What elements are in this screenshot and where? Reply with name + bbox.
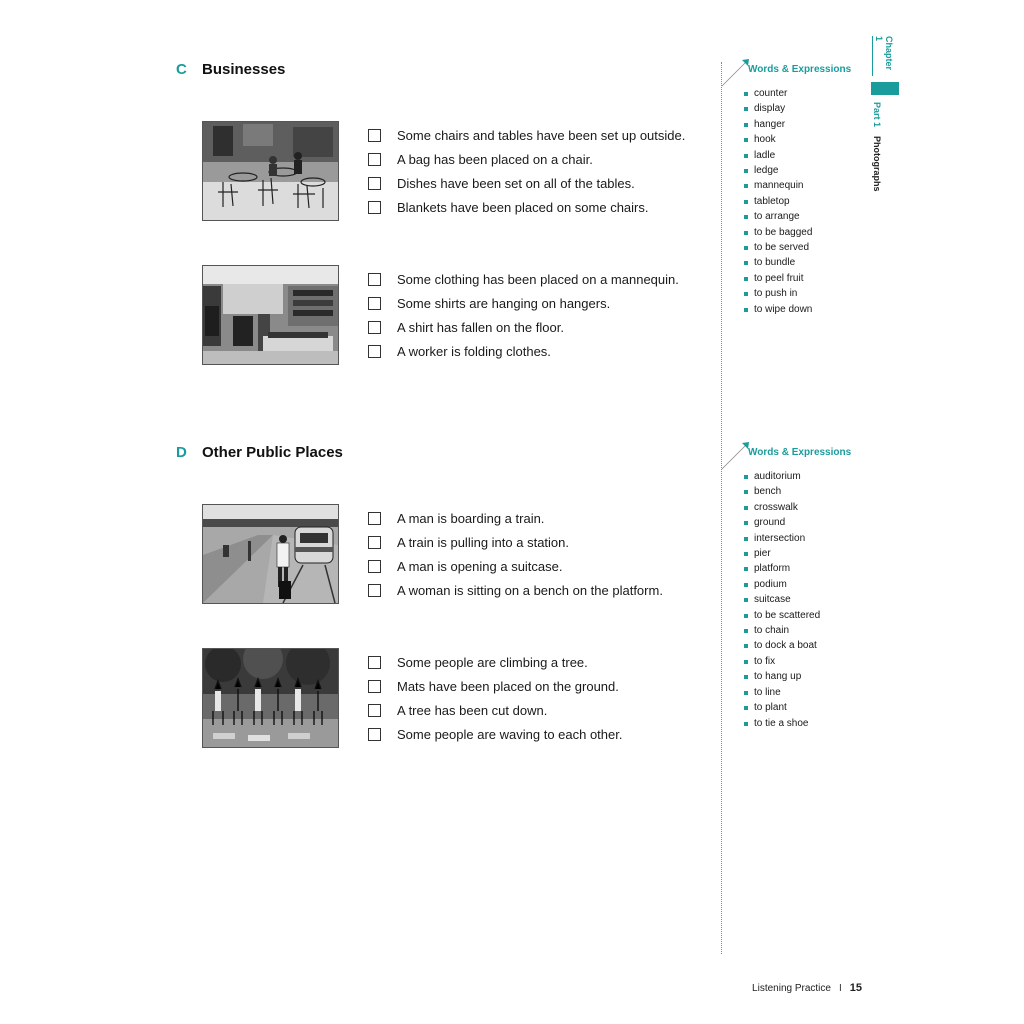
word-item: to plant (744, 700, 820, 715)
page-footer (752, 982, 862, 994)
word-item: to bundle (744, 255, 812, 270)
words-expressions-d (720, 447, 852, 731)
word-item: ladle (744, 148, 812, 163)
options-c1 (368, 123, 685, 219)
word-item: display (744, 101, 812, 116)
words-expressions-title: Words & Expressions (748, 64, 852, 75)
word-item: hook (744, 132, 812, 147)
option-row[interactable] (368, 530, 663, 554)
part-name: Photographs (872, 135, 882, 192)
answer-checkbox[interactable] (368, 512, 381, 525)
option-row[interactable] (368, 147, 685, 171)
clothing-store-photo (202, 265, 339, 365)
option-text: A man is opening a suitcase. (397, 558, 563, 574)
option-row[interactable] (368, 578, 663, 602)
corner-arrow-icon (720, 58, 750, 88)
option-row[interactable] (368, 674, 622, 698)
option-row[interactable] (368, 339, 679, 363)
word-item: to hang up (744, 669, 820, 684)
option-row[interactable] (368, 698, 622, 722)
option-row[interactable] (368, 195, 685, 219)
section-d-title: Other Public Places (202, 444, 343, 461)
option-row[interactable] (368, 506, 663, 530)
option-text: A worker is folding clothes. (397, 343, 551, 359)
word-item: ledge (744, 163, 812, 178)
answer-checkbox[interactable] (368, 129, 381, 142)
park-exercise-photo (202, 648, 339, 748)
outdoor-cafe-photo (202, 121, 339, 221)
words-expressions-title: Words & Expressions (748, 447, 852, 458)
option-row[interactable] (368, 291, 679, 315)
train-platform-photo (202, 504, 339, 604)
part-label: Part 1 (872, 102, 882, 128)
word-item: to be bagged (744, 225, 812, 240)
chapter-tab-marker (871, 82, 899, 95)
option-text: A woman is sitting on a bench on the platform. (397, 582, 663, 598)
word-item: podium (744, 577, 820, 592)
answer-checkbox[interactable] (368, 201, 381, 214)
word-item: platform (744, 561, 820, 576)
word-item: to tie a shoe (744, 716, 820, 731)
answer-checkbox[interactable] (368, 321, 381, 334)
answer-checkbox[interactable] (368, 177, 381, 190)
page-number: 15 (849, 982, 862, 994)
option-text: Some clothing has been placed on a mannequin. (397, 271, 679, 287)
answer-checkbox[interactable] (368, 153, 381, 166)
option-text: Some people are climbing a tree. (397, 654, 588, 670)
chapter-tab: Chapter 1 (872, 36, 894, 76)
word-item: pier (744, 546, 820, 561)
word-item: bench (744, 484, 820, 499)
word-item: to wipe down (744, 302, 812, 317)
word-item: to push in (744, 286, 812, 301)
option-text: A man is boarding a train. (397, 510, 545, 526)
option-row[interactable] (368, 722, 622, 746)
word-item: tabletop (744, 194, 812, 209)
option-row[interactable] (368, 267, 679, 291)
answer-checkbox[interactable] (368, 560, 381, 573)
word-item: auditorium (744, 469, 820, 484)
option-text: A bag has been placed on a chair. (397, 151, 593, 167)
answer-checkbox[interactable] (368, 656, 381, 669)
word-item: to be served (744, 240, 812, 255)
word-list (720, 469, 820, 731)
word-item: counter (744, 86, 812, 101)
answer-checkbox[interactable] (368, 704, 381, 717)
option-row[interactable] (368, 171, 685, 195)
section-d-letter: D (176, 444, 187, 461)
word-item: to peel fruit (744, 271, 812, 286)
option-text: A tree has been cut down. (397, 702, 548, 718)
part-tab (872, 102, 882, 191)
option-text: Some chairs and tables have been set up outside. (397, 127, 686, 143)
option-text: Some people are waving to each other. (397, 726, 623, 742)
footer-label: Listening Practice (752, 982, 831, 994)
options-c2 (368, 267, 679, 363)
answer-checkbox[interactable] (368, 273, 381, 286)
words-expressions-header (720, 447, 852, 465)
answer-checkbox[interactable] (368, 584, 381, 597)
option-row[interactable] (368, 123, 685, 147)
word-item: to line (744, 685, 820, 700)
option-text: Mats have been placed on the ground. (397, 678, 619, 694)
option-text: Dishes have been set on all of the tables. (397, 175, 635, 191)
options-d1 (368, 506, 663, 602)
corner-arrow-icon (720, 441, 750, 471)
option-text: Blankets have been placed on some chairs. (397, 199, 649, 215)
options-d2 (368, 650, 622, 746)
word-item: to chain (744, 623, 820, 638)
word-item: to arrange (744, 209, 812, 224)
footer-separator: I (838, 982, 842, 994)
word-item: mannequin (744, 178, 812, 193)
section-c-letter: C (176, 61, 187, 78)
word-item: to be scattered (744, 608, 820, 623)
answer-checkbox[interactable] (368, 297, 381, 310)
words-expressions-header (720, 64, 852, 82)
answer-checkbox[interactable] (368, 345, 381, 358)
answer-checkbox[interactable] (368, 680, 381, 693)
option-row[interactable] (368, 554, 663, 578)
word-item: to fix (744, 654, 820, 669)
word-list (720, 86, 812, 317)
answer-checkbox[interactable] (368, 536, 381, 549)
word-item: ground (744, 515, 820, 530)
option-text: Some shirts are hanging on hangers. (397, 295, 611, 311)
option-text: A shirt has fallen on the floor. (397, 319, 564, 335)
word-item: intersection (744, 531, 820, 546)
word-item: to dock a boat (744, 638, 820, 653)
words-expressions-c (720, 64, 852, 317)
option-row[interactable] (368, 315, 679, 339)
option-text: A train is pulling into a station. (397, 534, 569, 550)
word-item: suitcase (744, 592, 820, 607)
section-c-title: Businesses (202, 61, 286, 78)
answer-checkbox[interactable] (368, 728, 381, 741)
option-row[interactable] (368, 650, 622, 674)
word-item: crosswalk (744, 500, 820, 515)
word-item: hanger (744, 117, 812, 132)
